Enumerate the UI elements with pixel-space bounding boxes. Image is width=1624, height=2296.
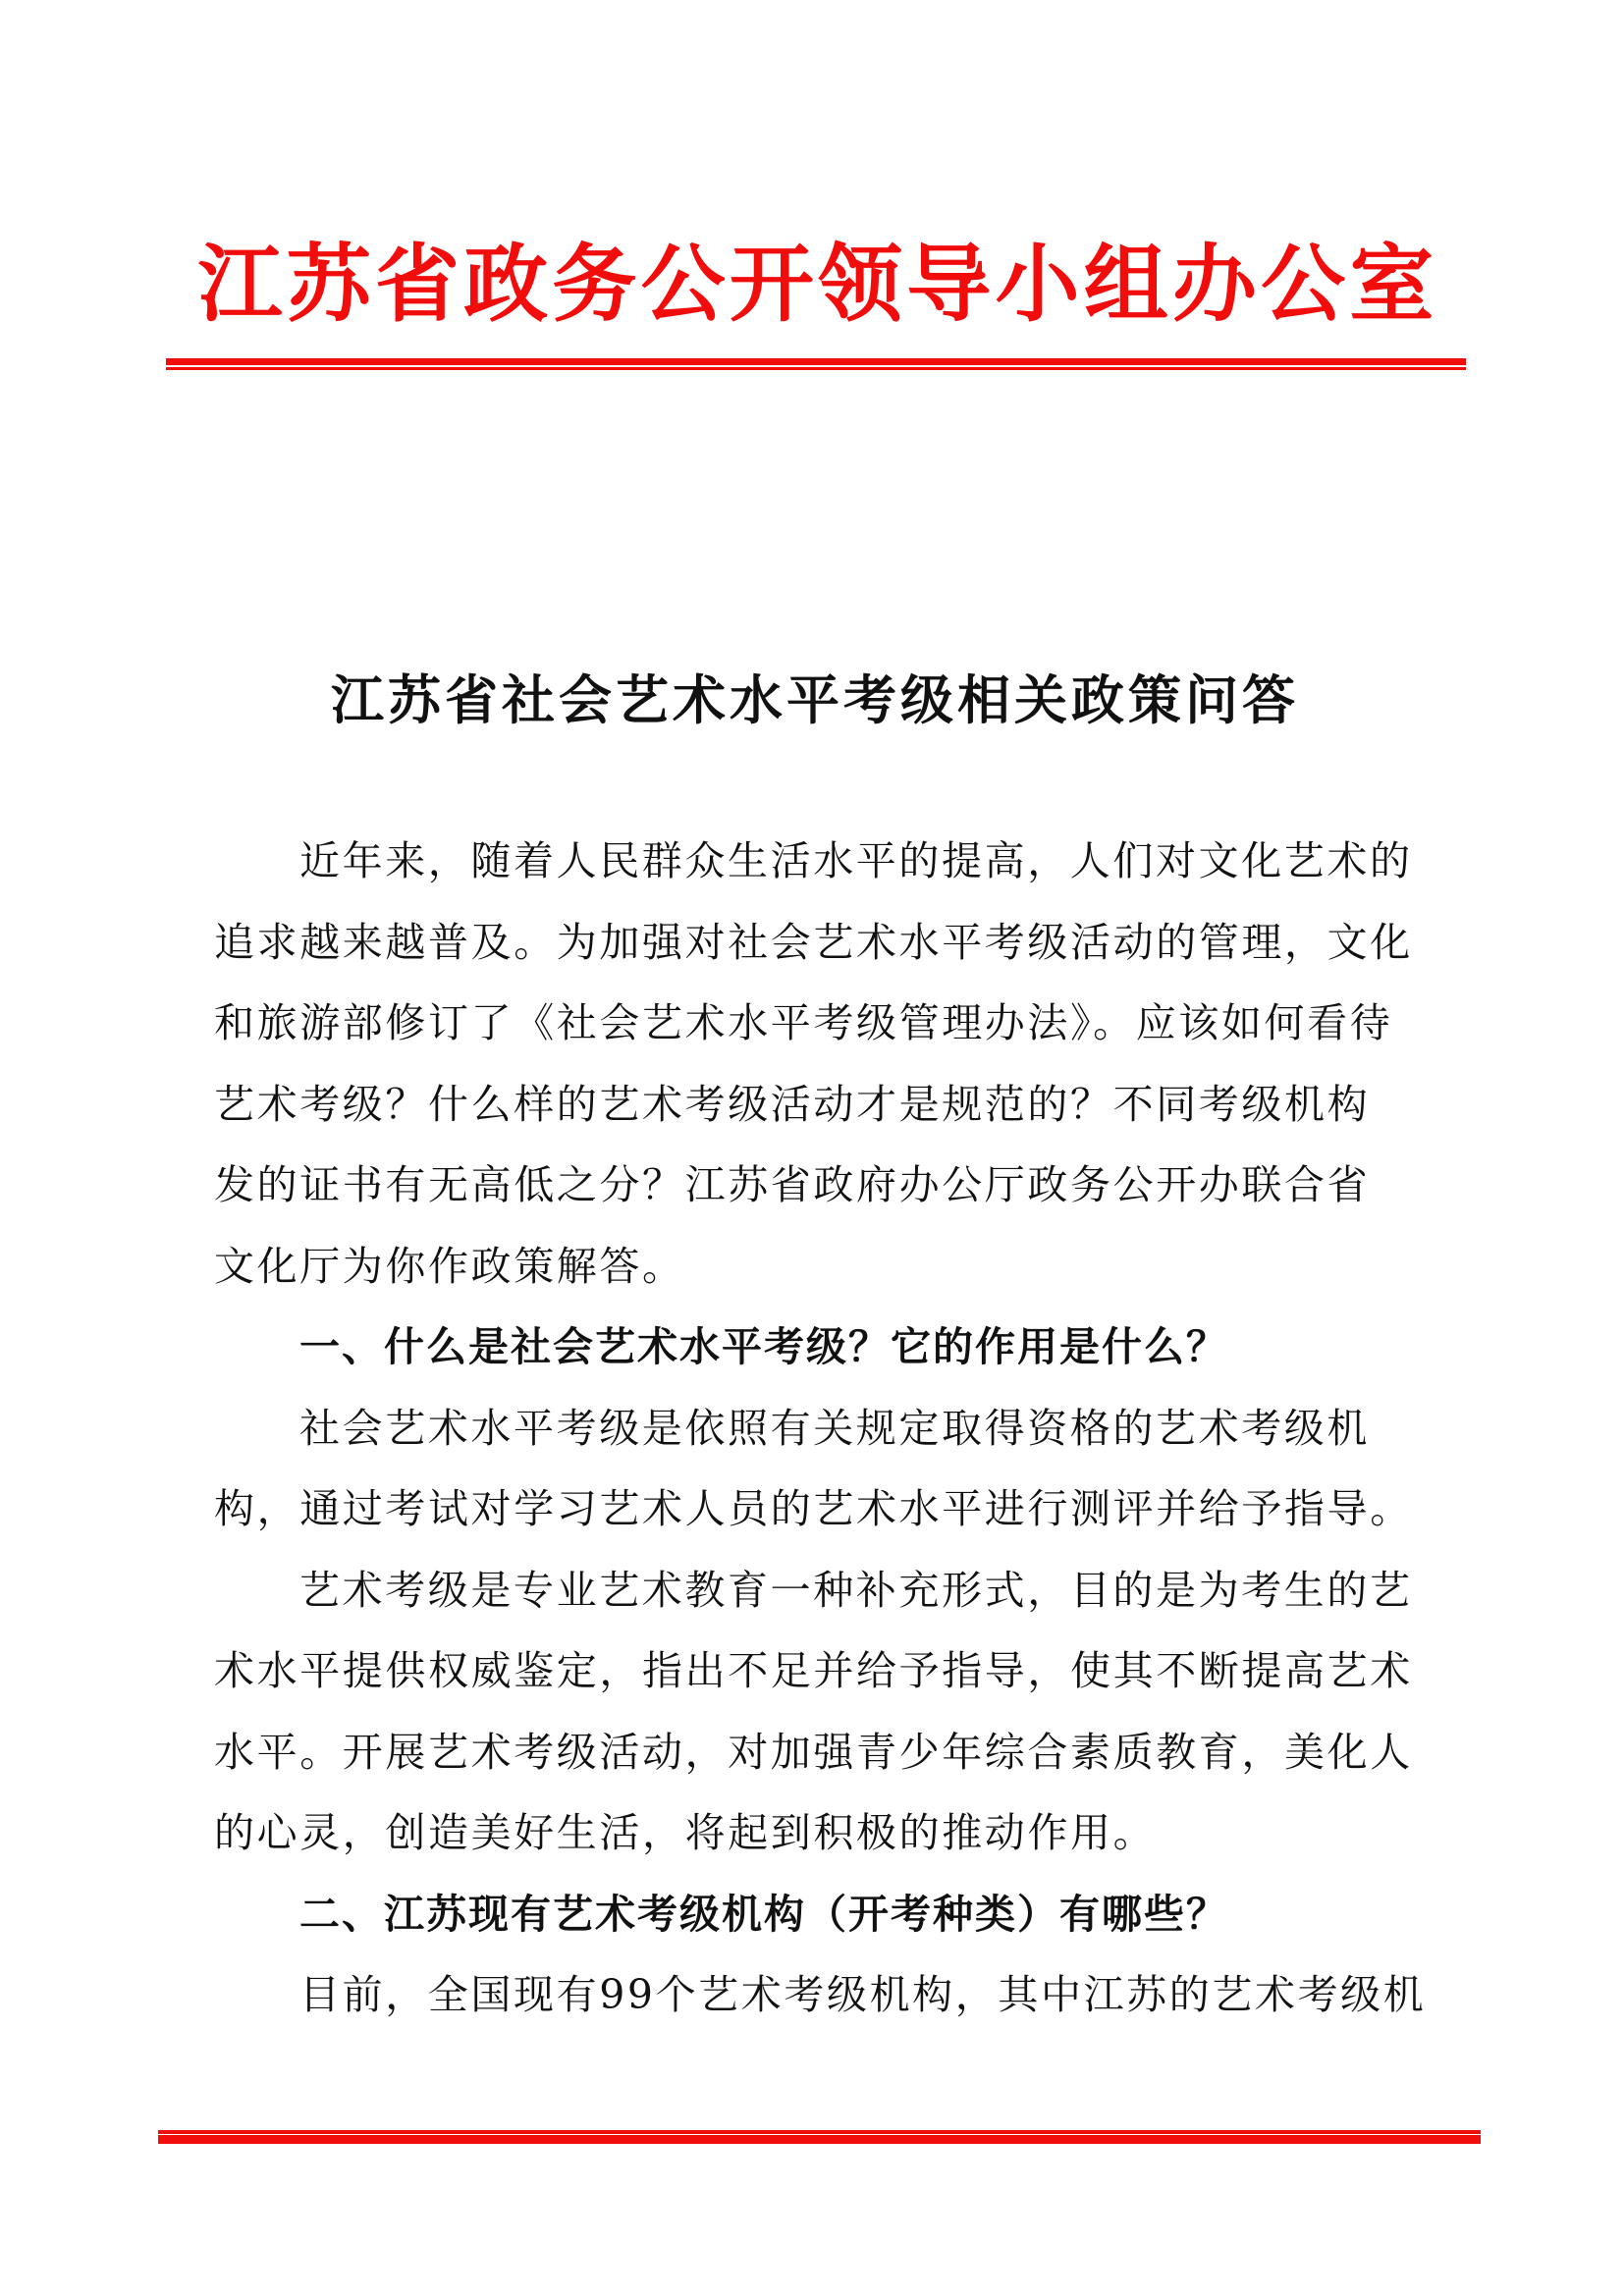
body-text-line: 追求越来越普及。为加强对社会艺术水平考级活动的管理，文化 (214, 918, 1413, 966)
header-character: 办 (1171, 235, 1257, 334)
header-rule-thin (166, 367, 1466, 370)
body-text-line: 术水平提供权威鉴定，指出不足并给予指导，使其不断提高艺术 (214, 1647, 1413, 1694)
header-character: 省 (374, 235, 460, 334)
header-character: 导 (906, 235, 992, 334)
header-character: 公 (1261, 235, 1346, 334)
header-character: 室 (1349, 235, 1435, 334)
body-text-line: 构，通过考试对学习艺术人员的艺术水平进行测评并给予指导。 (214, 1485, 1413, 1532)
section-heading: 一、什么是社会艺术水平考级？它的作用是什么？ (299, 1323, 1228, 1370)
document-title: 江苏省社会艺术水平考级相关政策问答 (331, 668, 1299, 731)
body-text-line: 文化厅为你作政策解答。 (214, 1242, 685, 1290)
header-character: 开 (729, 235, 814, 334)
header-rule-thick (166, 358, 1466, 365)
header-character: 务 (552, 235, 637, 334)
body-text-line: 近年来，随着人民群众生活水平的提高，人们对文化艺术的 (299, 837, 1413, 884)
header-character: 政 (463, 235, 549, 334)
header-character: 苏 (286, 235, 371, 334)
header-character: 领 (818, 235, 903, 334)
body-text-line: 发的证书有无高低之分？江苏省政府办公厅政务公开办联合省 (214, 1161, 1371, 1208)
body-text-line: 社会艺术水平考级是依照有关规定取得资格的艺术考级机 (299, 1404, 1370, 1452)
body-text-line: 的心灵，创造美好生活，将起到积极的推动作用。 (214, 1809, 1157, 1856)
header-character: 公 (640, 235, 726, 334)
body-text-line: 和旅游部修订了《社会艺术水平考级管理办法》。应该如何看待 (214, 999, 1393, 1046)
header-character: 江 (197, 235, 283, 334)
footer-rule-thin (158, 2130, 1481, 2134)
footer-rule-thick (158, 2135, 1481, 2144)
body-text-line: 目前，全国现有99个艺术考级机构，其中江苏的艺术考级机 (299, 1971, 1427, 2018)
header-character: 组 (1083, 235, 1168, 334)
body-text-line: 艺术考级是专业艺术教育一种补充形式，目的是为考生的艺 (299, 1566, 1413, 1614)
document-body (214, 821, 1427, 2036)
section-heading: 二、江苏现有艺术考级机构（开考种类）有哪些？ (299, 1890, 1228, 1938)
header-character: 小 (995, 235, 1080, 334)
issuing-office-header (196, 218, 1435, 336)
body-text-line: 水平。开展艺术考级活动，对加强青少年综合素质教育，美化人 (214, 1728, 1413, 1776)
body-text-line: 艺术考级？什么样的艺术考级活动才是规范的？不同考级机构 (214, 1080, 1371, 1128)
